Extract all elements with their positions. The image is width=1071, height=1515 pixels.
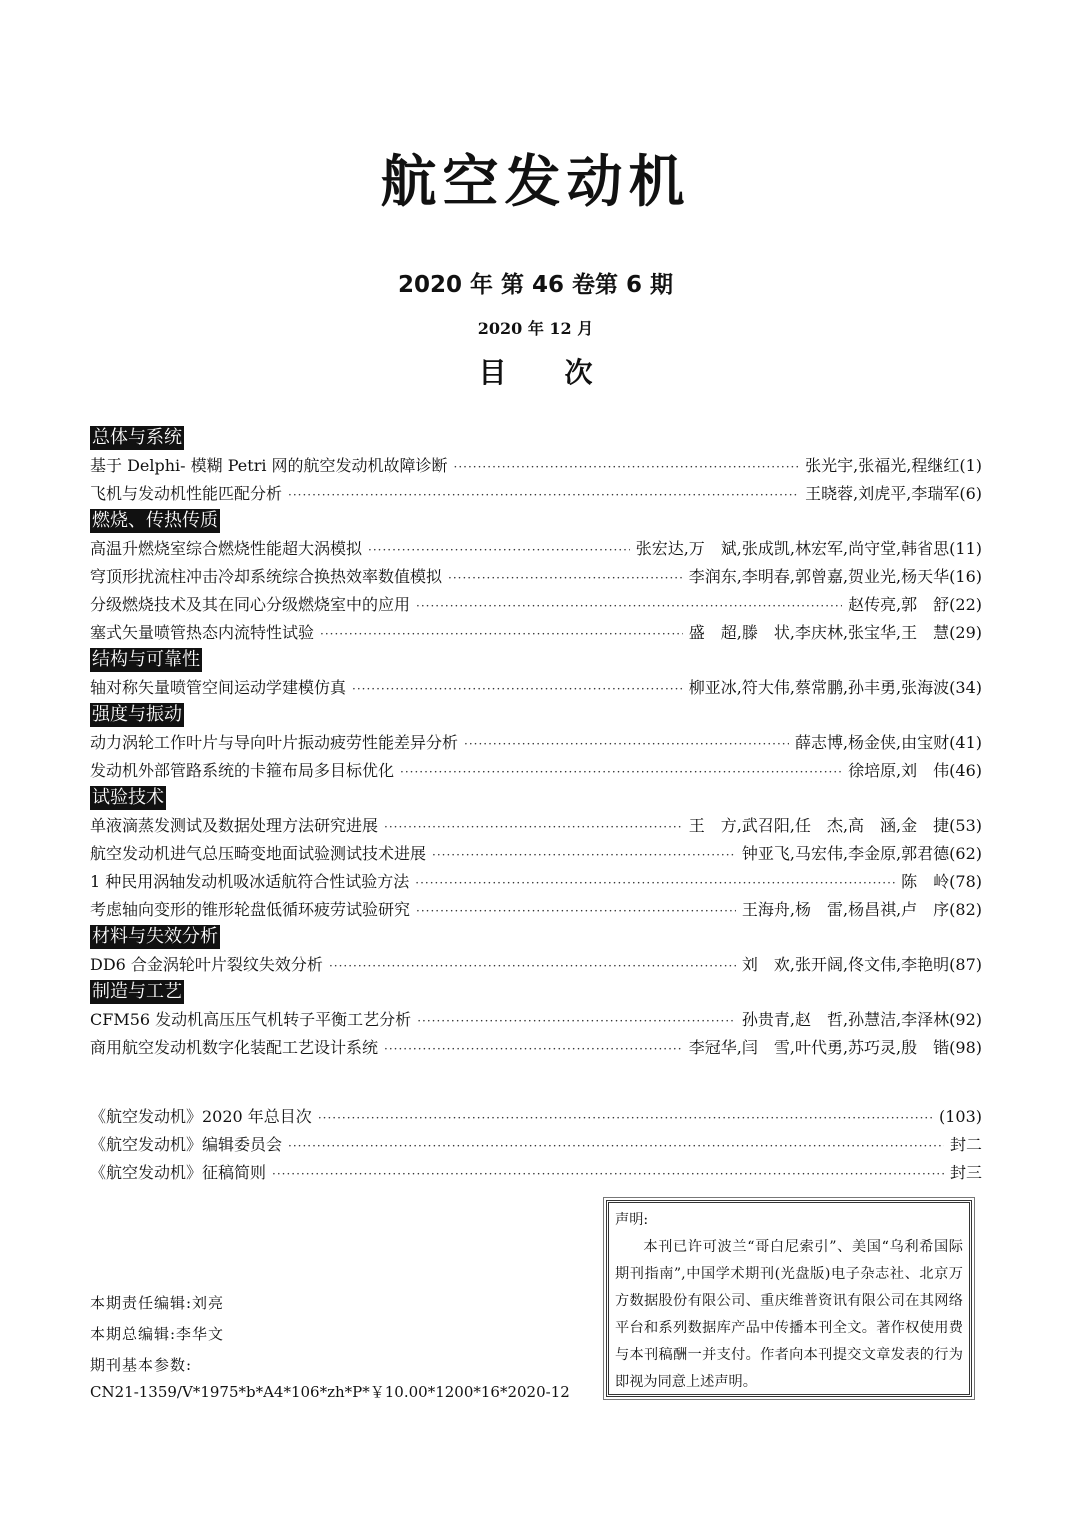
dot-leader — [400, 758, 842, 786]
entry-authors-page: 刘 欢,张开阔,佟文伟,李艳明(87) — [741, 955, 982, 974]
toc-entry — [90, 757, 982, 785]
toc-entry — [90, 951, 982, 979]
notice-label: 声明: — [615, 1212, 649, 1228]
entry-authors-page: 王晓蓉,刘虎平,李瑞军(6) — [805, 484, 982, 503]
entry-authors-page: 李润东,李明春,郭曾嘉,贺业光,杨天华(16) — [688, 567, 982, 586]
entry-authors-page: 李冠华,闫 雪,叶代勇,苏巧灵,殷 锴(98) — [688, 1038, 982, 1057]
dot-leader — [448, 564, 683, 592]
section-label: 材料与失效分析 — [92, 926, 218, 947]
entry-authors-page: 张宏达,万 斌,张成凯,林宏军,尚守堂,韩省思(11) — [635, 539, 982, 558]
dot-leader — [417, 1007, 736, 1035]
entry-authors-page: 孙贵青,赵 哲,孙慧洁,李泽林(92) — [741, 1010, 982, 1029]
dot-leader — [416, 897, 736, 925]
issue-line: 2020 年 第 46 卷第 6 期 — [397, 272, 674, 298]
dot-leader — [432, 841, 736, 869]
section-label: 结构与可靠性 — [92, 649, 200, 670]
misc-entry-title: 《航空发动机》编辑委员会 — [90, 1135, 283, 1154]
journal-title: 航空发动机 — [380, 150, 691, 215]
notice-text: 本刊已许可波兰“哥白尼索引”、美国“乌利希国际期刊指南”,中国学术期刊(光盘版)电子杂志社、北京万方数据股份有限公司、重庆维普资讯有限公司在其网络平台和系列数据库产品中传播本刊全文。著作权使用费与本刊稿酬一并支付。作者向本刊提交文章发表的行为即视为同意上述声明。 — [615, 1239, 963, 1390]
dot-leader — [384, 1035, 683, 1063]
toc-entry — [90, 674, 982, 702]
entry-title: 轴对称矢量喷管空间运动学建模仿真 — [90, 678, 347, 697]
toc-entry — [90, 452, 982, 480]
journal-params: CN21-1359/V*1975*b*A4*106*zh*P*￥10.00*1200*16*2020-12 — [90, 1383, 570, 1401]
toc-entry — [90, 563, 982, 591]
dot-leader — [384, 813, 683, 841]
toc-entry — [90, 840, 982, 868]
entry-title: 航空发动机进气总压畸变地面试验测试技术进展 — [90, 844, 427, 863]
responsible-editor: 本期责任编辑:刘亮 — [90, 1294, 225, 1312]
copyright-notice — [606, 1200, 972, 1397]
section-label: 总体与系统 — [92, 427, 182, 448]
entry-authors-page: 陈 岭(78) — [901, 872, 982, 891]
entry-authors-page: 盛 超,滕 状,李庆林,张宝华,王 慧(29) — [688, 623, 982, 642]
entry-authors-page: 王海舟,杨 雷,杨昌祺,卢 序(82) — [741, 900, 982, 919]
entry-authors-page: 赵传亮,郭 舒(22) — [848, 595, 982, 614]
entry-title: 塞式矢量喷管热态内流特性试验 — [90, 623, 315, 642]
misc-entries — [90, 1103, 982, 1187]
toc-entry — [90, 619, 982, 647]
chief-editor: 本期总编辑:李华文 — [90, 1325, 225, 1343]
dot-leader — [318, 1104, 933, 1132]
section-label: 燃烧、传热传质 — [92, 510, 218, 531]
misc-entry — [90, 1131, 982, 1159]
entry-authors-page: 钟亚飞,马宏伟,李金原,郭君德(62) — [741, 844, 982, 863]
entry-title: 考虑轴向变形的锥形轮盘低循环疲劳试验研究 — [90, 900, 411, 919]
misc-entry-page: 封三 — [949, 1163, 982, 1182]
misc-entry-page: 封二 — [949, 1135, 982, 1154]
entry-title: 发动机外部管路系统的卡箍布局多目标优化 — [90, 761, 395, 780]
dot-leader — [272, 1160, 944, 1188]
editors-block — [90, 1288, 224, 1381]
entry-title: 飞机与发动机性能匹配分析 — [90, 484, 283, 503]
entry-title: 单液滴蒸发测试及数据处理方法研究进展 — [90, 816, 379, 835]
toc-entry — [90, 535, 982, 563]
dot-leader — [320, 620, 683, 648]
toc-entry — [90, 868, 982, 896]
toc-entry — [90, 1034, 982, 1062]
toc-entry — [90, 1006, 982, 1034]
entry-title: CFM56 发动机高压压气机转子平衡工艺分析 — [90, 1010, 412, 1029]
entry-title: 动力涡轮工作叶片与导向叶片振动疲劳性能差异分析 — [90, 733, 459, 752]
toc-entry — [90, 591, 982, 619]
toc-heading: 目次 — [478, 356, 651, 389]
dot-leader — [464, 730, 789, 758]
toc-entry — [90, 896, 982, 924]
section-label: 试验技术 — [92, 787, 164, 808]
dot-leader — [454, 453, 800, 481]
dot-leader — [416, 592, 842, 620]
dot-leader — [288, 1132, 944, 1160]
entry-authors-page: 王 方,武召阳,任 杰,高 涵,金 捷(53) — [688, 816, 982, 835]
params-label: 期刊基本参数: — [90, 1356, 193, 1374]
section-label: 强度与振动 — [92, 704, 182, 725]
entry-title: 高温升燃烧室综合燃烧性能超大涡模拟 — [90, 539, 363, 558]
misc-entry-title: 《航空发动机》征稿简则 — [90, 1163, 267, 1182]
entry-title: 商用航空发动机数字化装配工艺设计系统 — [90, 1038, 379, 1057]
dot-leader — [415, 869, 895, 897]
dot-leader — [329, 952, 736, 980]
misc-entry — [90, 1159, 982, 1187]
dot-leader — [352, 675, 683, 703]
entry-authors-page: 张光宇,张福光,程继红(1) — [805, 456, 982, 475]
toc-entry — [90, 480, 982, 508]
entry-title: 1 种民用涡轴发动机吸冰适航符合性试验方法 — [90, 872, 410, 891]
issue-date: 2020 年 12 月 — [477, 319, 594, 338]
entry-title: 分级燃烧技术及其在同心分级燃烧室中的应用 — [90, 595, 411, 614]
toc-entry — [90, 812, 982, 840]
misc-entry-title: 《航空发动机》2020 年总目次 — [90, 1107, 312, 1126]
entry-authors-page: 徐培原,刘 伟(46) — [848, 761, 982, 780]
dot-leader — [288, 481, 799, 509]
table-of-contents — [90, 425, 982, 1062]
entry-authors-page: 薛志博,杨金侠,由宝财(41) — [794, 733, 982, 752]
entry-title: 基于 Delphi- 模糊 Petri 网的航空发动机故障诊断 — [90, 456, 448, 475]
toc-entry — [90, 729, 982, 757]
dot-leader — [368, 536, 630, 564]
entry-authors-page: 柳亚冰,符大伟,蔡常鹏,孙丰勇,张海波(34) — [688, 678, 982, 697]
misc-entry — [90, 1103, 982, 1131]
misc-entry-page: (103) — [938, 1107, 982, 1126]
entry-title: 穹顶形扰流柱冲击冷却系统综合换热效率数值模拟 — [90, 567, 443, 586]
entry-title: DD6 合金涡轮叶片裂纹失效分析 — [90, 955, 323, 974]
section-label: 制造与工艺 — [92, 981, 182, 1002]
